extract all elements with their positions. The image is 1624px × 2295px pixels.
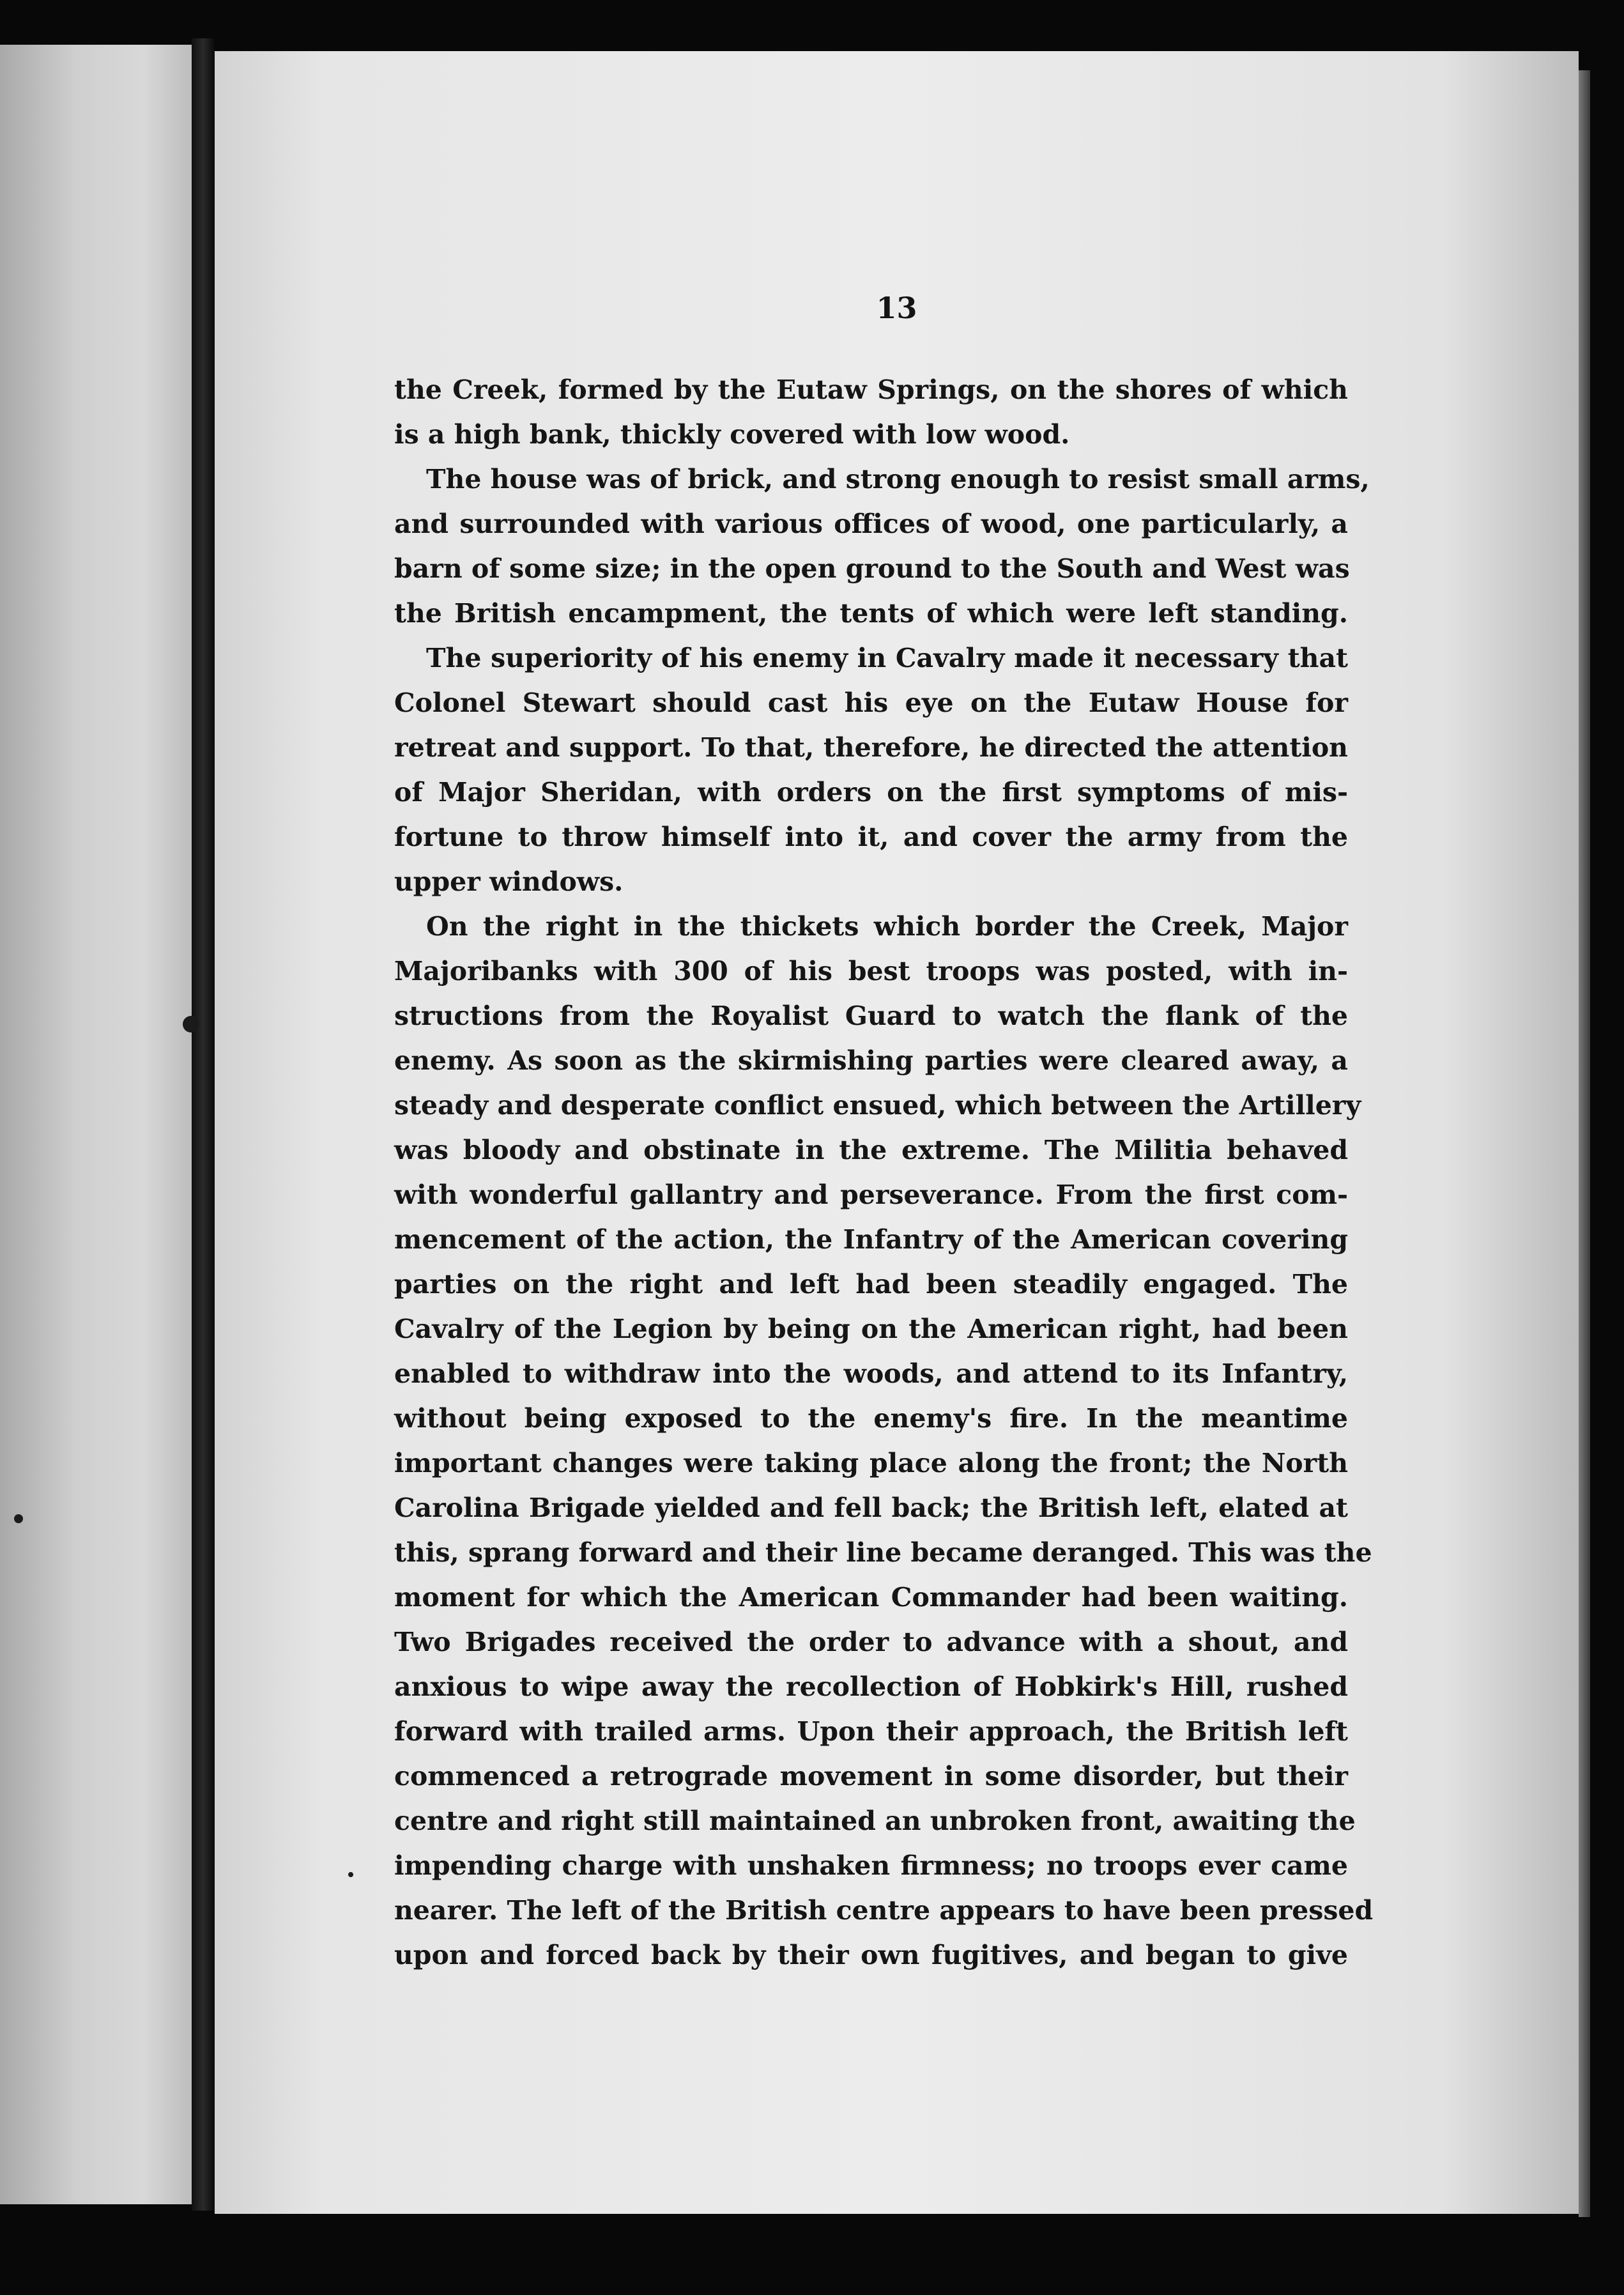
text-line: with wonderful gallantry and perseverance. From the first com- bbox=[394, 1179, 1348, 1210]
text-line: impending charge with unshaken firmness; no troops ever came bbox=[394, 1850, 1348, 1881]
book-gutter bbox=[192, 38, 215, 2211]
scan-speck bbox=[348, 1872, 353, 1877]
text-line: barn of some size; in the open ground to the South and West was bbox=[394, 553, 1350, 584]
text-line: the Creek, formed by the Eutaw Springs, on the shores of which bbox=[394, 374, 1348, 405]
text-line: anxious to wipe away the recollection of Hobkirk's Hill, rushed bbox=[394, 1671, 1348, 1702]
text-line: moment for which the American Commander had been waiting. bbox=[394, 1582, 1348, 1613]
text-line: The superiority of his enemy in Cavalry made it necessary that bbox=[426, 643, 1348, 673]
text-line: was bloody and obstinate in the extreme. The Militia behaved bbox=[394, 1135, 1348, 1165]
text-line: is a high bank, thickly covered with low wood. bbox=[394, 419, 1070, 450]
text-line: and surrounded with various offices of wood, one particularly, a bbox=[394, 509, 1348, 539]
text-line: The house was of brick, and strong enough to resist small arms, bbox=[426, 464, 1370, 495]
page-number: 13 bbox=[876, 291, 917, 325]
text-line: important changes were taking place along the front; the North bbox=[394, 1448, 1348, 1478]
right-page-edge bbox=[1579, 70, 1590, 2217]
text-line: upon and forced back by their own fugitives, and began to give bbox=[394, 1940, 1348, 1970]
text-line: of Major Sheridan, with orders on the first symptoms of mis- bbox=[394, 777, 1348, 808]
text-line: this, sprang forward and their line became deranged. This was the bbox=[394, 1537, 1372, 1568]
text-line: enemy. As soon as the skirmishing parties were cleared away, a bbox=[394, 1045, 1348, 1076]
text-line: enabled to withdraw into the woods, and attend to its Infantry, bbox=[394, 1358, 1348, 1389]
text-line: centre and right still maintained an unbroken front, awaiting the bbox=[394, 1806, 1356, 1836]
text-line: steady and desperate conflict ensued, which between the Artillery bbox=[394, 1090, 1361, 1121]
text-line: On the right in the thickets which border the Creek, Major bbox=[426, 911, 1348, 942]
left-page-edge bbox=[0, 45, 192, 2204]
text-line: commenced a retrograde movement in some disorder, but their bbox=[394, 1761, 1348, 1792]
text-line: Two Brigades received the order to advance with a shout, and bbox=[394, 1627, 1348, 1657]
text-line: forward with trailed arms. Upon their approach, the British left bbox=[394, 1716, 1348, 1747]
text-line: without being exposed to the enemy's fire. In the meantime bbox=[394, 1403, 1348, 1434]
text-line: Majoribanks with 300 of his best troops was posted, with in- bbox=[394, 956, 1348, 986]
text-line: nearer. The left of the British centre appears to have been pressed bbox=[394, 1895, 1374, 1926]
text-line: Carolina Brigade yielded and fell back; the British left, elated at bbox=[394, 1493, 1348, 1523]
text-line: Cavalry of the Legion by being on the American right, had been bbox=[394, 1314, 1348, 1344]
text-line: the British encampment, the tents of which were left standing. bbox=[394, 598, 1348, 629]
text-line: fortune to throw himself into it, and cover the army from the bbox=[394, 822, 1348, 852]
scan-speck bbox=[14, 1514, 23, 1523]
text-line: retreat and support. To that, therefore, he directed the attention bbox=[394, 732, 1348, 763]
page-body-text bbox=[394, 367, 1374, 1977]
text-line: structions from the Royalist Guard to watch the flank of the bbox=[394, 1001, 1348, 1031]
text-line: upper windows. bbox=[394, 866, 624, 897]
text-line: parties on the right and left had been steadily engaged. The bbox=[394, 1269, 1348, 1300]
scan-speck bbox=[183, 1016, 199, 1032]
text-line: mencement of the action, the Infantry of the American covering bbox=[394, 1224, 1348, 1255]
text-line: Colonel Stewart should cast his eye on the Eutaw House for bbox=[394, 687, 1348, 718]
